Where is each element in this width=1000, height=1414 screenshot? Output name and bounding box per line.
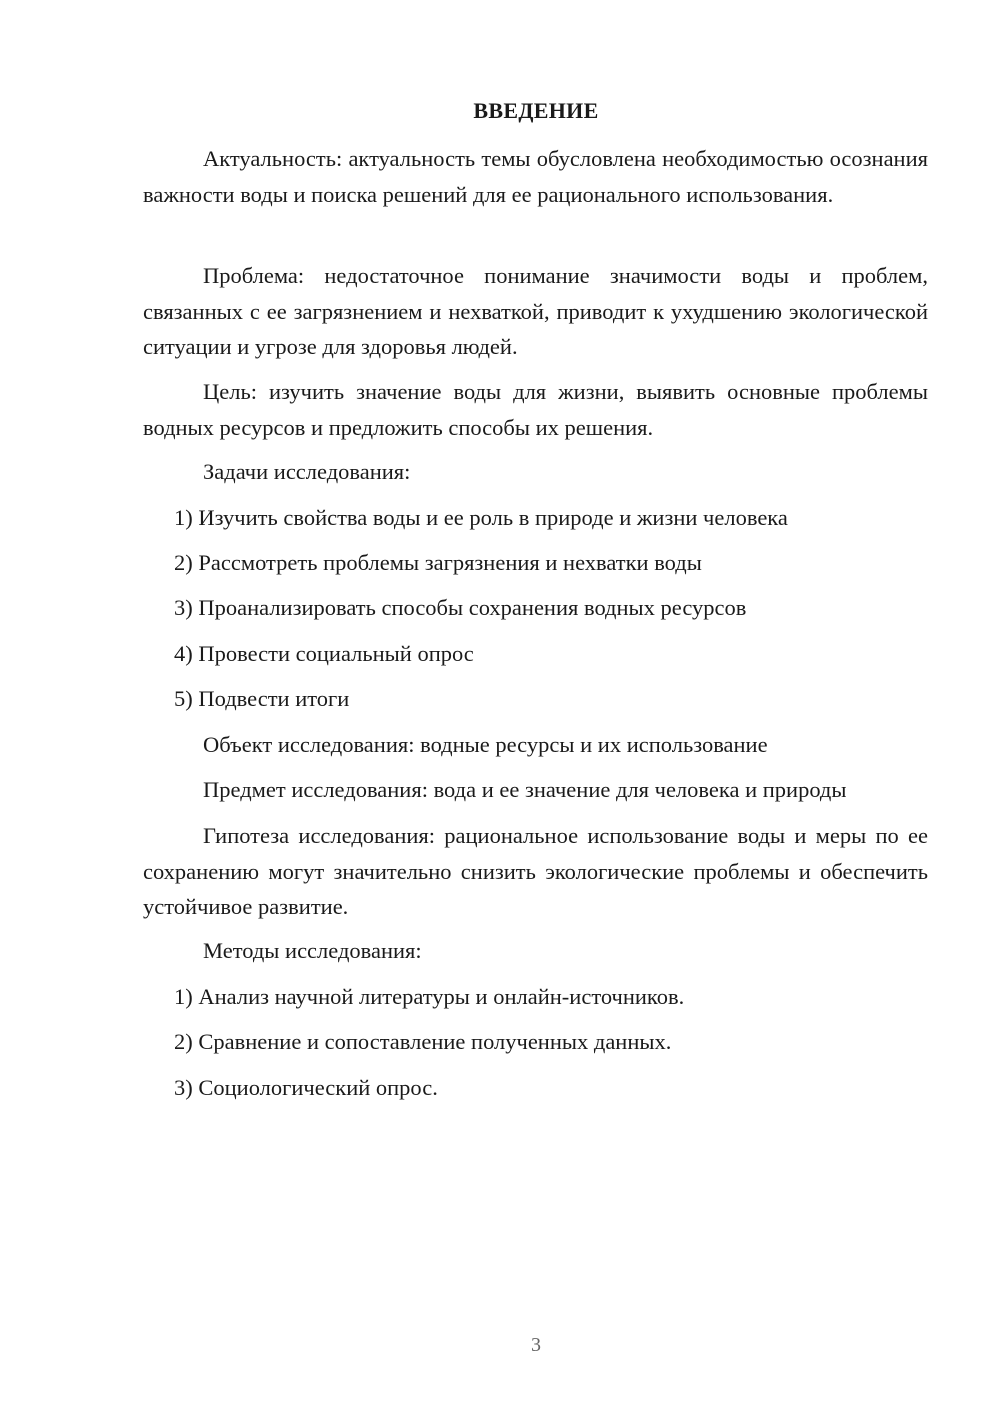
page-title: ВВЕДЕНИЕ [473,98,599,123]
page-number: 3 [531,1334,541,1356]
paragraph-goal: Цель: изучить значение воды для жизни, выявить основные проблемы водных ресурсов и предложить способы их решения. [143,379,928,440]
methods-heading: Методы исследования: [203,938,422,963]
list-item: 1) Изучить свойства воды и ее роль в природе и жизни человека [174,505,788,530]
paragraph-problem: Проблема: недостаточное понимание значимости воды и проблем, связанных с ее загрязнением и нехваткой, приводит к ухудшению экологической ситуации и угрозе для здоровья людей. [143,263,928,359]
list-item: 5) Подвести итоги [174,686,350,711]
paragraph-object: Объект исследования: водные ресурсы и их использование [203,732,768,757]
tasks-heading: Задачи исследования: [203,459,411,484]
list-item: 3) Проанализировать способы сохранения водных ресурсов [174,595,747,620]
list-item: 2) Рассмотреть проблемы загрязнения и нехватки воды [174,550,702,575]
list-item: 2) Сравнение и сопоставление полученных данных. [174,1029,672,1054]
paragraph-subject: Предмет исследования: вода и ее значение для человека и природы [203,777,847,802]
list-item: 4) Провести социальный опрос [174,641,474,666]
list-item: 3) Социологический опрос. [174,1075,438,1100]
paragraph-relevance: Актуальность: актуальность темы обусловлена необходимостью осознания важности воды и поиска решений для ее рационального использования. [143,146,928,207]
paragraph-hypothesis: Гипотеза исследования: рациональное использование воды и меры по ее сохранению могут значительно снизить экологические проблемы и обеспечить устойчивое развитие. [143,823,928,919]
list-item: 1) Анализ научной литературы и онлайн-источников. [174,984,685,1009]
